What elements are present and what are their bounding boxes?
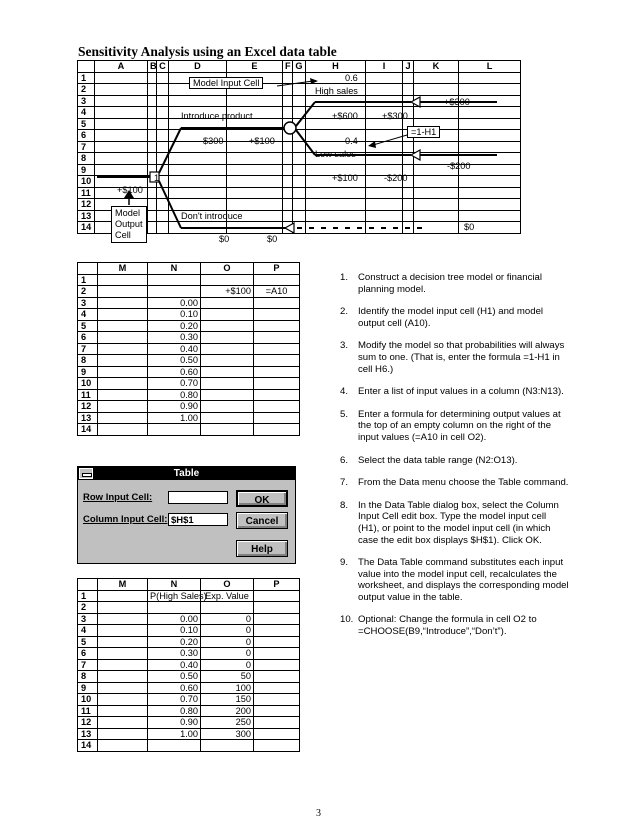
cell-k13: $0	[464, 222, 475, 232]
page-title: Sensitivity Analysis using an Excel data table	[78, 44, 337, 59]
cell[interactable]	[254, 355, 300, 367]
input-value-cell[interactable]: 0.50	[148, 671, 201, 683]
cell[interactable]	[98, 424, 148, 436]
column-header[interactable]: P	[254, 263, 300, 275]
row-header[interactable]: 2	[78, 286, 98, 298]
table-dialog	[77, 466, 296, 564]
cell[interactable]	[98, 590, 148, 602]
instruction-item	[340, 477, 570, 489]
cell[interactable]	[201, 297, 254, 309]
dont-introduce-label: Don't introduce	[181, 211, 243, 221]
row-input-cell-label	[83, 492, 152, 503]
instruction-item	[340, 614, 570, 637]
row-header[interactable]: 8	[78, 671, 98, 683]
branch-line	[159, 181, 181, 228]
cell-p2-formula[interactable]: =A10	[254, 286, 300, 298]
row-header[interactable]: 4	[78, 309, 98, 321]
input-value-cell[interactable]: 0.10	[148, 625, 201, 637]
table-row	[78, 274, 300, 286]
cell-a10: +$100	[117, 185, 143, 195]
input-value-cell[interactable]: 0.60	[148, 366, 201, 378]
cell[interactable]	[201, 366, 254, 378]
cell[interactable]	[201, 355, 254, 367]
table-row	[78, 309, 300, 321]
cell[interactable]	[98, 602, 148, 614]
row-header[interactable]: 5	[78, 320, 98, 332]
output-value-cell[interactable]: 0	[201, 636, 254, 648]
cell[interactable]	[98, 378, 148, 390]
row-header[interactable]: 2	[78, 602, 98, 614]
cell[interactable]	[254, 625, 300, 637]
cell[interactable]	[254, 389, 300, 401]
cell-d6: -$300	[200, 136, 224, 146]
table-row	[78, 705, 300, 717]
cell[interactable]	[201, 309, 254, 321]
model-output-cell-line: Output	[115, 219, 143, 229]
cell[interactable]	[254, 401, 300, 413]
column-header[interactable]: A	[95, 61, 148, 73]
cell-i4: +$300	[382, 111, 408, 121]
input-value-cell[interactable]: 0.00	[148, 297, 201, 309]
table-row	[78, 625, 300, 637]
row-header[interactable]: 13	[78, 210, 95, 222]
cell[interactable]	[254, 320, 300, 332]
table-row	[78, 694, 300, 706]
cell-k3: +$300	[444, 97, 470, 107]
column-header[interactable]: C	[157, 61, 169, 73]
row-header[interactable]: 4	[78, 107, 95, 119]
row-header[interactable]: 3	[78, 95, 95, 107]
row-header[interactable]: 9	[78, 682, 98, 694]
cell-i9: -$200	[384, 173, 408, 183]
branch-line	[296, 102, 315, 126]
table-row	[78, 728, 300, 740]
output-value-cell[interactable]: 0	[201, 625, 254, 637]
row-input-cell-text: Row Input Cell:	[83, 492, 153, 503]
cell[interactable]	[148, 740, 201, 752]
instruction-item	[340, 409, 570, 444]
input-value-cell[interactable]: 0.30	[148, 332, 201, 344]
table-row	[78, 740, 300, 752]
row-header[interactable]: 1	[78, 72, 95, 84]
cell[interactable]	[148, 286, 201, 298]
cell-k8: -$200	[447, 161, 471, 171]
input-value-cell[interactable]: 0.80	[148, 389, 201, 401]
cell[interactable]	[98, 389, 148, 401]
input-value-cell[interactable]: 0.20	[148, 636, 201, 648]
cell[interactable]	[98, 671, 148, 683]
input-value-cell[interactable]: 0.50	[148, 355, 201, 367]
end-node	[411, 97, 420, 107]
row-header[interactable]: 2	[78, 84, 95, 96]
cell-h4: +$600	[332, 111, 358, 121]
input-value-cell[interactable]: 0.40	[148, 659, 201, 671]
row-header[interactable]: 5	[78, 118, 95, 130]
cell[interactable]	[254, 590, 300, 602]
column-header[interactable]: O	[201, 579, 254, 591]
cell[interactable]	[98, 682, 148, 694]
table-row	[78, 602, 300, 614]
system-menu-icon[interactable]	[79, 468, 93, 479]
row-header[interactable]: 11	[78, 187, 95, 199]
instruction-number: 8.	[340, 499, 349, 511]
row-header[interactable]: 4	[78, 625, 98, 637]
column-input-cell-field[interactable]: $H$1	[168, 513, 228, 526]
column-header[interactable]: D	[169, 61, 227, 73]
column-header[interactable]: O	[201, 263, 254, 275]
cell[interactable]	[201, 401, 254, 413]
input-value-cell[interactable]: 0.90	[148, 717, 201, 729]
table-row	[78, 332, 300, 344]
input-value-cell[interactable]: 0.10	[148, 309, 201, 321]
output-value-cell[interactable]: 0	[201, 659, 254, 671]
instruction-text: In the Data Table dialog box, select the Column Input Cell edit box. Type the model input cell (H1), or point to the model input cell (in which case the edit box displays $H$1). Click OK.	[358, 499, 559, 546]
instruction-text: Identify the model input cell (H1) and model output cell (A10).	[358, 306, 544, 329]
table-row	[78, 355, 300, 367]
instruction-number: 7.	[340, 477, 349, 489]
page-number: 3	[316, 808, 321, 819]
instruction-text: Enter a formula for determining output values at the top of an empty column on the right of the input values (=A10 in cell O2).	[358, 408, 561, 443]
instructions-list	[340, 272, 570, 649]
instruction-number: 4.	[340, 386, 349, 398]
table-row	[78, 389, 300, 401]
cell[interactable]	[98, 401, 148, 413]
end-node	[411, 150, 420, 160]
input-value-cell[interactable]: 0.30	[148, 648, 201, 660]
row-header[interactable]: 14	[78, 740, 98, 752]
cell[interactable]	[254, 613, 300, 625]
cell[interactable]	[98, 717, 148, 729]
cell[interactable]	[201, 332, 254, 344]
row-header[interactable]: 5	[78, 636, 98, 648]
output-value-cell[interactable]: 100	[201, 682, 254, 694]
cell[interactable]	[254, 297, 300, 309]
row-header[interactable]: 7	[78, 141, 95, 153]
cell-e14: $0	[267, 234, 278, 244]
cell[interactable]	[148, 424, 201, 436]
output-value-cell[interactable]: 300	[201, 728, 254, 740]
column-header[interactable]: B	[148, 61, 157, 73]
pointer-arrow	[277, 81, 313, 86]
pointer-arrow	[373, 135, 407, 145]
cell-h6-probability: 0.4	[345, 136, 358, 146]
cell-e6: +$100	[249, 136, 275, 146]
cell-h9: +$100	[332, 173, 358, 183]
row-header[interactable]: 8	[78, 153, 95, 165]
row-header[interactable]: 6	[78, 332, 98, 344]
row-header[interactable]: 14	[78, 424, 98, 436]
data-table-setup-sheet	[77, 262, 300, 436]
cell[interactable]	[254, 412, 300, 424]
cancel-button[interactable]: Cancel	[236, 512, 288, 529]
instruction-item	[340, 455, 570, 467]
cell[interactable]	[254, 717, 300, 729]
cell[interactable]	[148, 274, 201, 286]
input-value-cell[interactable]: 0.40	[148, 343, 201, 355]
cell[interactable]	[254, 648, 300, 660]
cell[interactable]	[254, 343, 300, 355]
output-value-cell[interactable]: 250	[201, 717, 254, 729]
row-header[interactable]: 10	[78, 694, 98, 706]
table-row	[78, 659, 300, 671]
row-header[interactable]: 6	[78, 648, 98, 660]
arrowhead	[368, 141, 376, 148]
table-row	[78, 343, 300, 355]
column-header[interactable]: L	[459, 61, 521, 73]
instruction-text: Optional: Change the formula in cell O2 to =CHOOSE(B9,“Introduce”,“Don’t”).	[358, 614, 537, 638]
cell[interactable]	[254, 366, 300, 378]
cell-o1-header[interactable]: Exp. Value	[201, 590, 254, 602]
cell[interactable]	[98, 320, 148, 332]
instruction-text: Construct a decision tree model or financial planning model.	[358, 272, 542, 295]
cell[interactable]	[254, 705, 300, 717]
cell[interactable]	[254, 740, 300, 752]
row-header[interactable]: 3	[78, 613, 98, 625]
output-value-cell[interactable]: 50	[201, 671, 254, 683]
cell[interactable]	[201, 412, 254, 424]
cell-h1-probability: 0.6	[345, 73, 358, 83]
cell[interactable]	[254, 332, 300, 344]
cell-b9: 1	[154, 173, 160, 183]
cell[interactable]	[98, 412, 148, 424]
cell[interactable]	[201, 740, 254, 752]
output-value-cell[interactable]: 200	[201, 705, 254, 717]
column-header[interactable]: M	[98, 263, 148, 275]
instruction-number: 6.	[340, 454, 349, 466]
column-header-row	[78, 579, 300, 591]
instruction-item	[340, 306, 570, 329]
data-table-setup-grid	[77, 262, 300, 436]
column-header-row	[78, 263, 300, 275]
branch-line	[159, 128, 181, 173]
dialog-title: Table	[78, 467, 295, 480]
cell[interactable]	[98, 309, 148, 321]
instruction-item	[340, 386, 570, 398]
instruction-item	[340, 272, 570, 295]
cell[interactable]	[98, 343, 148, 355]
row-header[interactable]: 13	[78, 412, 98, 424]
introduce-product-label: Introduce product	[181, 111, 253, 121]
cell[interactable]	[98, 613, 148, 625]
model-output-cell-line: Cell	[115, 230, 131, 240]
cell[interactable]	[201, 274, 254, 286]
cell[interactable]	[201, 378, 254, 390]
table-row	[78, 636, 300, 648]
row-header[interactable]: 3	[78, 297, 98, 309]
instruction-text: The Data Table command substitutes each input value into the model input cell, recalculates the worksheet, and displays the corresponding model output value in the table.	[358, 557, 569, 603]
instruction-item	[340, 557, 570, 603]
row-header[interactable]: 12	[78, 199, 95, 211]
table-row	[78, 613, 300, 625]
instruction-number: 10.	[340, 614, 354, 626]
cell-n1-header[interactable]: P(High Sales)	[148, 590, 201, 602]
input-value-cell[interactable]: 0.80	[148, 705, 201, 717]
column-header[interactable]: J	[403, 61, 414, 73]
input-value-cell[interactable]: 0.60	[148, 682, 201, 694]
column-header[interactable]: N	[148, 263, 201, 275]
cell[interactable]	[98, 705, 148, 717]
instruction-number: 9.	[340, 557, 349, 569]
output-value-cell[interactable]: 0	[201, 613, 254, 625]
row-header[interactable]: 10	[78, 176, 95, 188]
cell[interactable]	[254, 424, 300, 436]
cell[interactable]	[254, 694, 300, 706]
model-output-cell-label	[111, 206, 147, 243]
cell[interactable]	[201, 602, 254, 614]
cell-o2[interactable]: +$100	[201, 286, 254, 298]
branch-line	[296, 130, 315, 155]
table-row	[78, 320, 300, 332]
high-sales-label: High sales	[315, 86, 358, 96]
model-input-cell-label: Model Input Cell	[189, 77, 263, 89]
model-output-cell-line: Model	[115, 208, 141, 218]
cell[interactable]	[254, 659, 300, 671]
column-input-cell-label	[83, 514, 167, 525]
instruction-text: Modify the model so that probabilities will always sum to one. (That is, enter the formula =1-H1 in cell H6.)	[358, 340, 565, 375]
table-row	[78, 590, 300, 602]
cell[interactable]	[98, 625, 148, 637]
end-node	[285, 223, 294, 233]
cell[interactable]	[254, 682, 300, 694]
instruction-number: 5.	[340, 408, 349, 420]
cell-d14: $0	[219, 234, 230, 244]
cell[interactable]	[98, 274, 148, 286]
cell[interactable]	[98, 728, 148, 740]
table-row	[78, 717, 300, 729]
column-header[interactable]: I	[366, 61, 403, 73]
input-value-cell[interactable]: 0.90	[148, 401, 201, 413]
instruction-number: 2.	[340, 306, 349, 318]
select-all-corner[interactable]	[78, 263, 98, 275]
data-table-result-sheet	[77, 578, 300, 752]
table-row	[78, 297, 300, 309]
cell[interactable]	[201, 320, 254, 332]
chance-node	[284, 122, 296, 134]
cell[interactable]	[98, 694, 148, 706]
table-row	[78, 412, 300, 424]
row-header[interactable]: 9	[78, 366, 98, 378]
cell[interactable]	[254, 636, 300, 648]
table-row	[78, 286, 300, 298]
instruction-number: 1.	[340, 272, 349, 283]
table-row	[78, 648, 300, 660]
select-all-corner[interactable]	[78, 579, 98, 591]
input-value-cell[interactable]: 1.00	[148, 728, 201, 740]
output-value-cell[interactable]: 150	[201, 694, 254, 706]
help-button[interactable]: Help	[236, 540, 288, 557]
column-header[interactable]: P	[254, 579, 300, 591]
cell[interactable]	[254, 671, 300, 683]
ok-button[interactable]: OK	[236, 490, 288, 507]
table-row	[78, 366, 300, 378]
cell[interactable]	[98, 355, 148, 367]
table-row	[78, 424, 300, 436]
instruction-item	[340, 340, 570, 375]
row-header[interactable]: 7	[78, 343, 98, 355]
column-header[interactable]: G	[293, 61, 306, 73]
instruction-text: Select the data table range (N2:O13).	[358, 454, 518, 466]
cell[interactable]	[254, 309, 300, 321]
input-value-cell[interactable]: 1.00	[148, 412, 201, 424]
row-header[interactable]: 10	[78, 378, 98, 390]
cell[interactable]	[98, 332, 148, 344]
instruction-text: Enter a list of input values in a column (N3:N13).	[358, 386, 564, 398]
cell[interactable]	[201, 424, 254, 436]
row-header[interactable]: 12	[78, 717, 98, 729]
row-input-cell-field[interactable]	[168, 491, 228, 504]
instruction-item	[340, 500, 570, 546]
row-header[interactable]: 12	[78, 401, 98, 413]
row-header[interactable]: 14	[78, 222, 95, 234]
column-header[interactable]: K	[414, 61, 459, 73]
input-value-cell[interactable]: 0.70	[148, 378, 201, 390]
cell[interactable]	[254, 274, 300, 286]
input-value-cell[interactable]: 0.00	[148, 613, 201, 625]
cell[interactable]	[98, 297, 148, 309]
column-header[interactable]: F	[283, 61, 293, 73]
table-row	[78, 671, 300, 683]
row-header[interactable]: 6	[78, 130, 95, 142]
cell[interactable]	[201, 389, 254, 401]
cell[interactable]	[254, 728, 300, 740]
cell[interactable]	[98, 286, 148, 298]
output-value-cell[interactable]: 0	[201, 648, 254, 660]
input-value-cell[interactable]: 0.70	[148, 694, 201, 706]
column-header[interactable]: E	[227, 61, 283, 73]
row-header[interactable]: 8	[78, 355, 98, 367]
cell[interactable]	[98, 648, 148, 660]
row-header[interactable]: 11	[78, 705, 98, 717]
column-header[interactable]: H	[306, 61, 366, 73]
cell[interactable]	[201, 343, 254, 355]
low-sales-label: Low sales	[315, 149, 356, 159]
row-header[interactable]: 11	[78, 389, 98, 401]
input-value-cell[interactable]: 0.20	[148, 320, 201, 332]
decision-tree-sheet	[77, 60, 520, 246]
column-input-cell-text: Column Input Cell:	[83, 514, 168, 525]
table-row	[78, 682, 300, 694]
arrowhead	[310, 78, 318, 84]
cell[interactable]	[254, 378, 300, 390]
row-header[interactable]: 7	[78, 659, 98, 671]
row-header[interactable]: 9	[78, 164, 95, 176]
table-row	[78, 378, 300, 390]
cell[interactable]	[98, 659, 148, 671]
column-header[interactable]: N	[148, 579, 201, 591]
instruction-text: From the Data menu choose the Table command.	[358, 477, 569, 489]
formula-1-h1-label: =1-H1	[407, 126, 440, 138]
cell[interactable]	[98, 366, 148, 378]
row-header[interactable]: 13	[78, 728, 98, 740]
row-header[interactable]: 1	[78, 590, 98, 602]
cell[interactable]	[98, 636, 148, 648]
cell[interactable]	[254, 602, 300, 614]
data-table-result-grid	[77, 578, 300, 752]
table-row	[78, 401, 300, 413]
cell[interactable]	[148, 602, 201, 614]
row-header[interactable]: 1	[78, 274, 98, 286]
cell[interactable]	[98, 740, 148, 752]
column-header[interactable]: M	[98, 579, 148, 591]
instruction-number: 3.	[340, 340, 349, 352]
